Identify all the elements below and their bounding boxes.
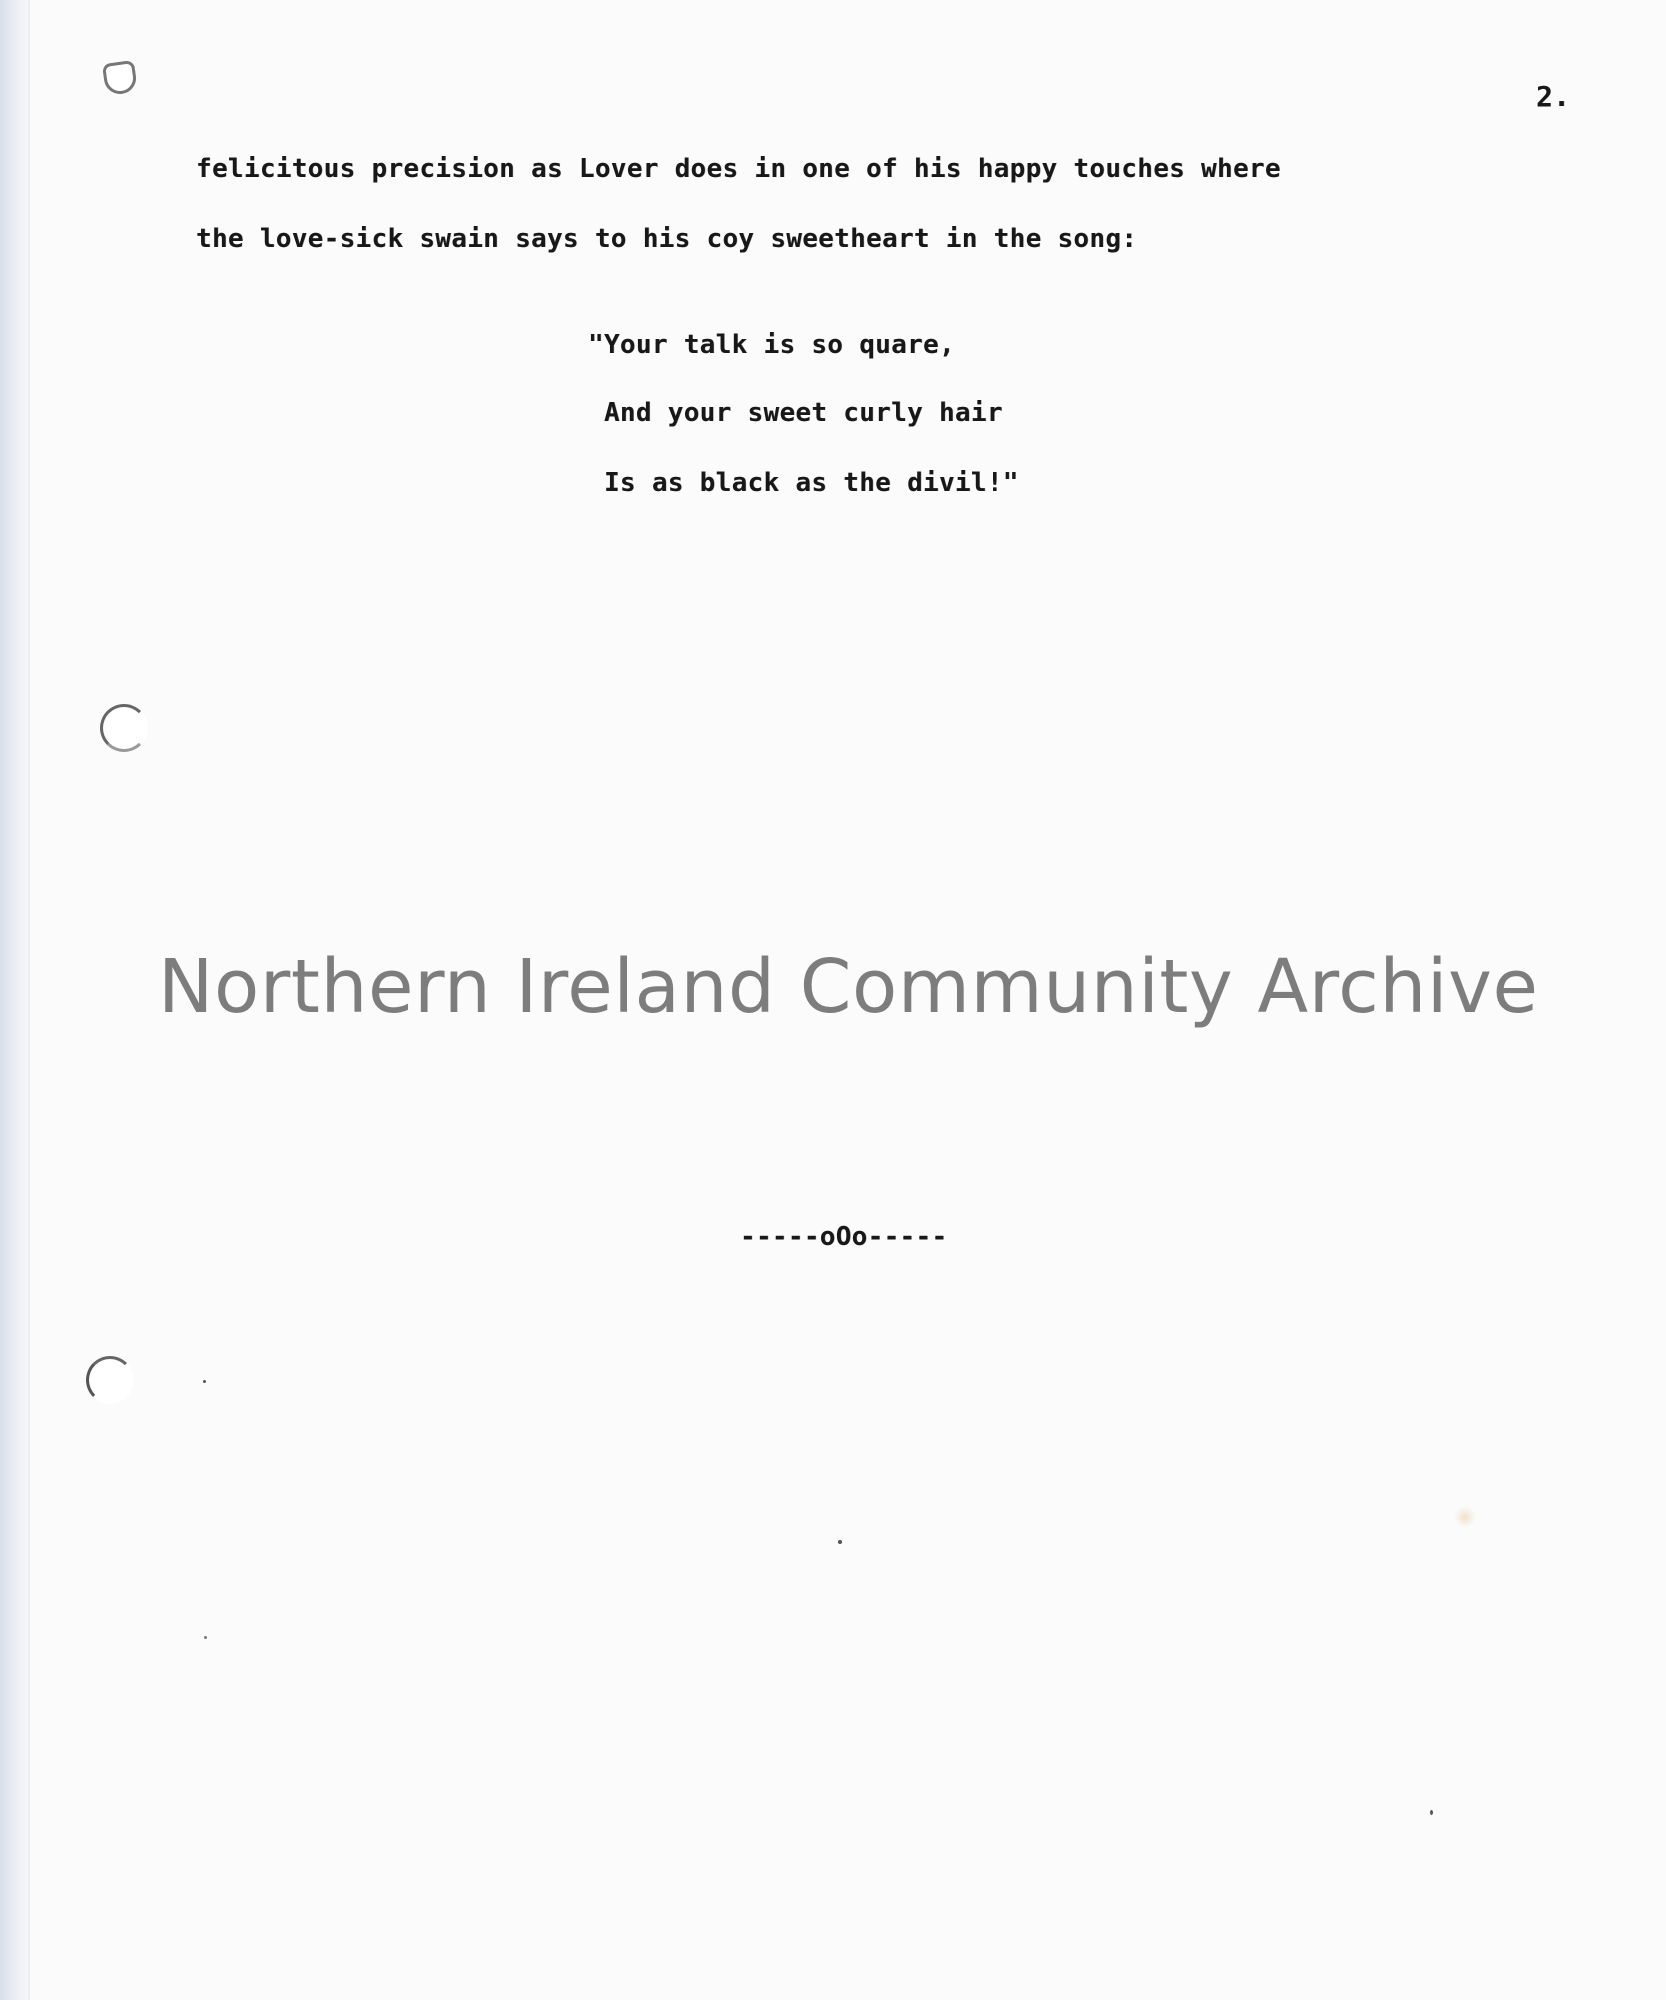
paper-speck bbox=[204, 1636, 207, 1639]
verse-line: Is as black as the divil!" bbox=[588, 468, 1019, 498]
body-text-line: felicitous precision as Lover does in one of his happy touches where bbox=[196, 154, 1281, 184]
archive-watermark: Northern Ireland Community Archive bbox=[158, 944, 1539, 1030]
punch-hole-icon bbox=[100, 704, 148, 752]
punch-hole-icon bbox=[86, 1356, 134, 1404]
paper-speck bbox=[203, 1380, 206, 1383]
paper-stain bbox=[1454, 1506, 1476, 1528]
end-ornament: -----oOo----- bbox=[740, 1222, 948, 1252]
page-number: 2. bbox=[1536, 80, 1571, 113]
verse-line: And your sweet curly hair bbox=[588, 398, 1003, 428]
paper-speck bbox=[1430, 1810, 1433, 1815]
body-text-line: the love-sick swain says to his coy sweetheart in the song: bbox=[196, 224, 1138, 254]
paper-edge-line bbox=[28, 0, 30, 2000]
punch-hole-icon bbox=[102, 60, 138, 96]
paper-left-edge bbox=[0, 0, 28, 2000]
paper-speck bbox=[838, 1540, 842, 1544]
verse-line: "Your talk is so quare, bbox=[588, 330, 955, 360]
